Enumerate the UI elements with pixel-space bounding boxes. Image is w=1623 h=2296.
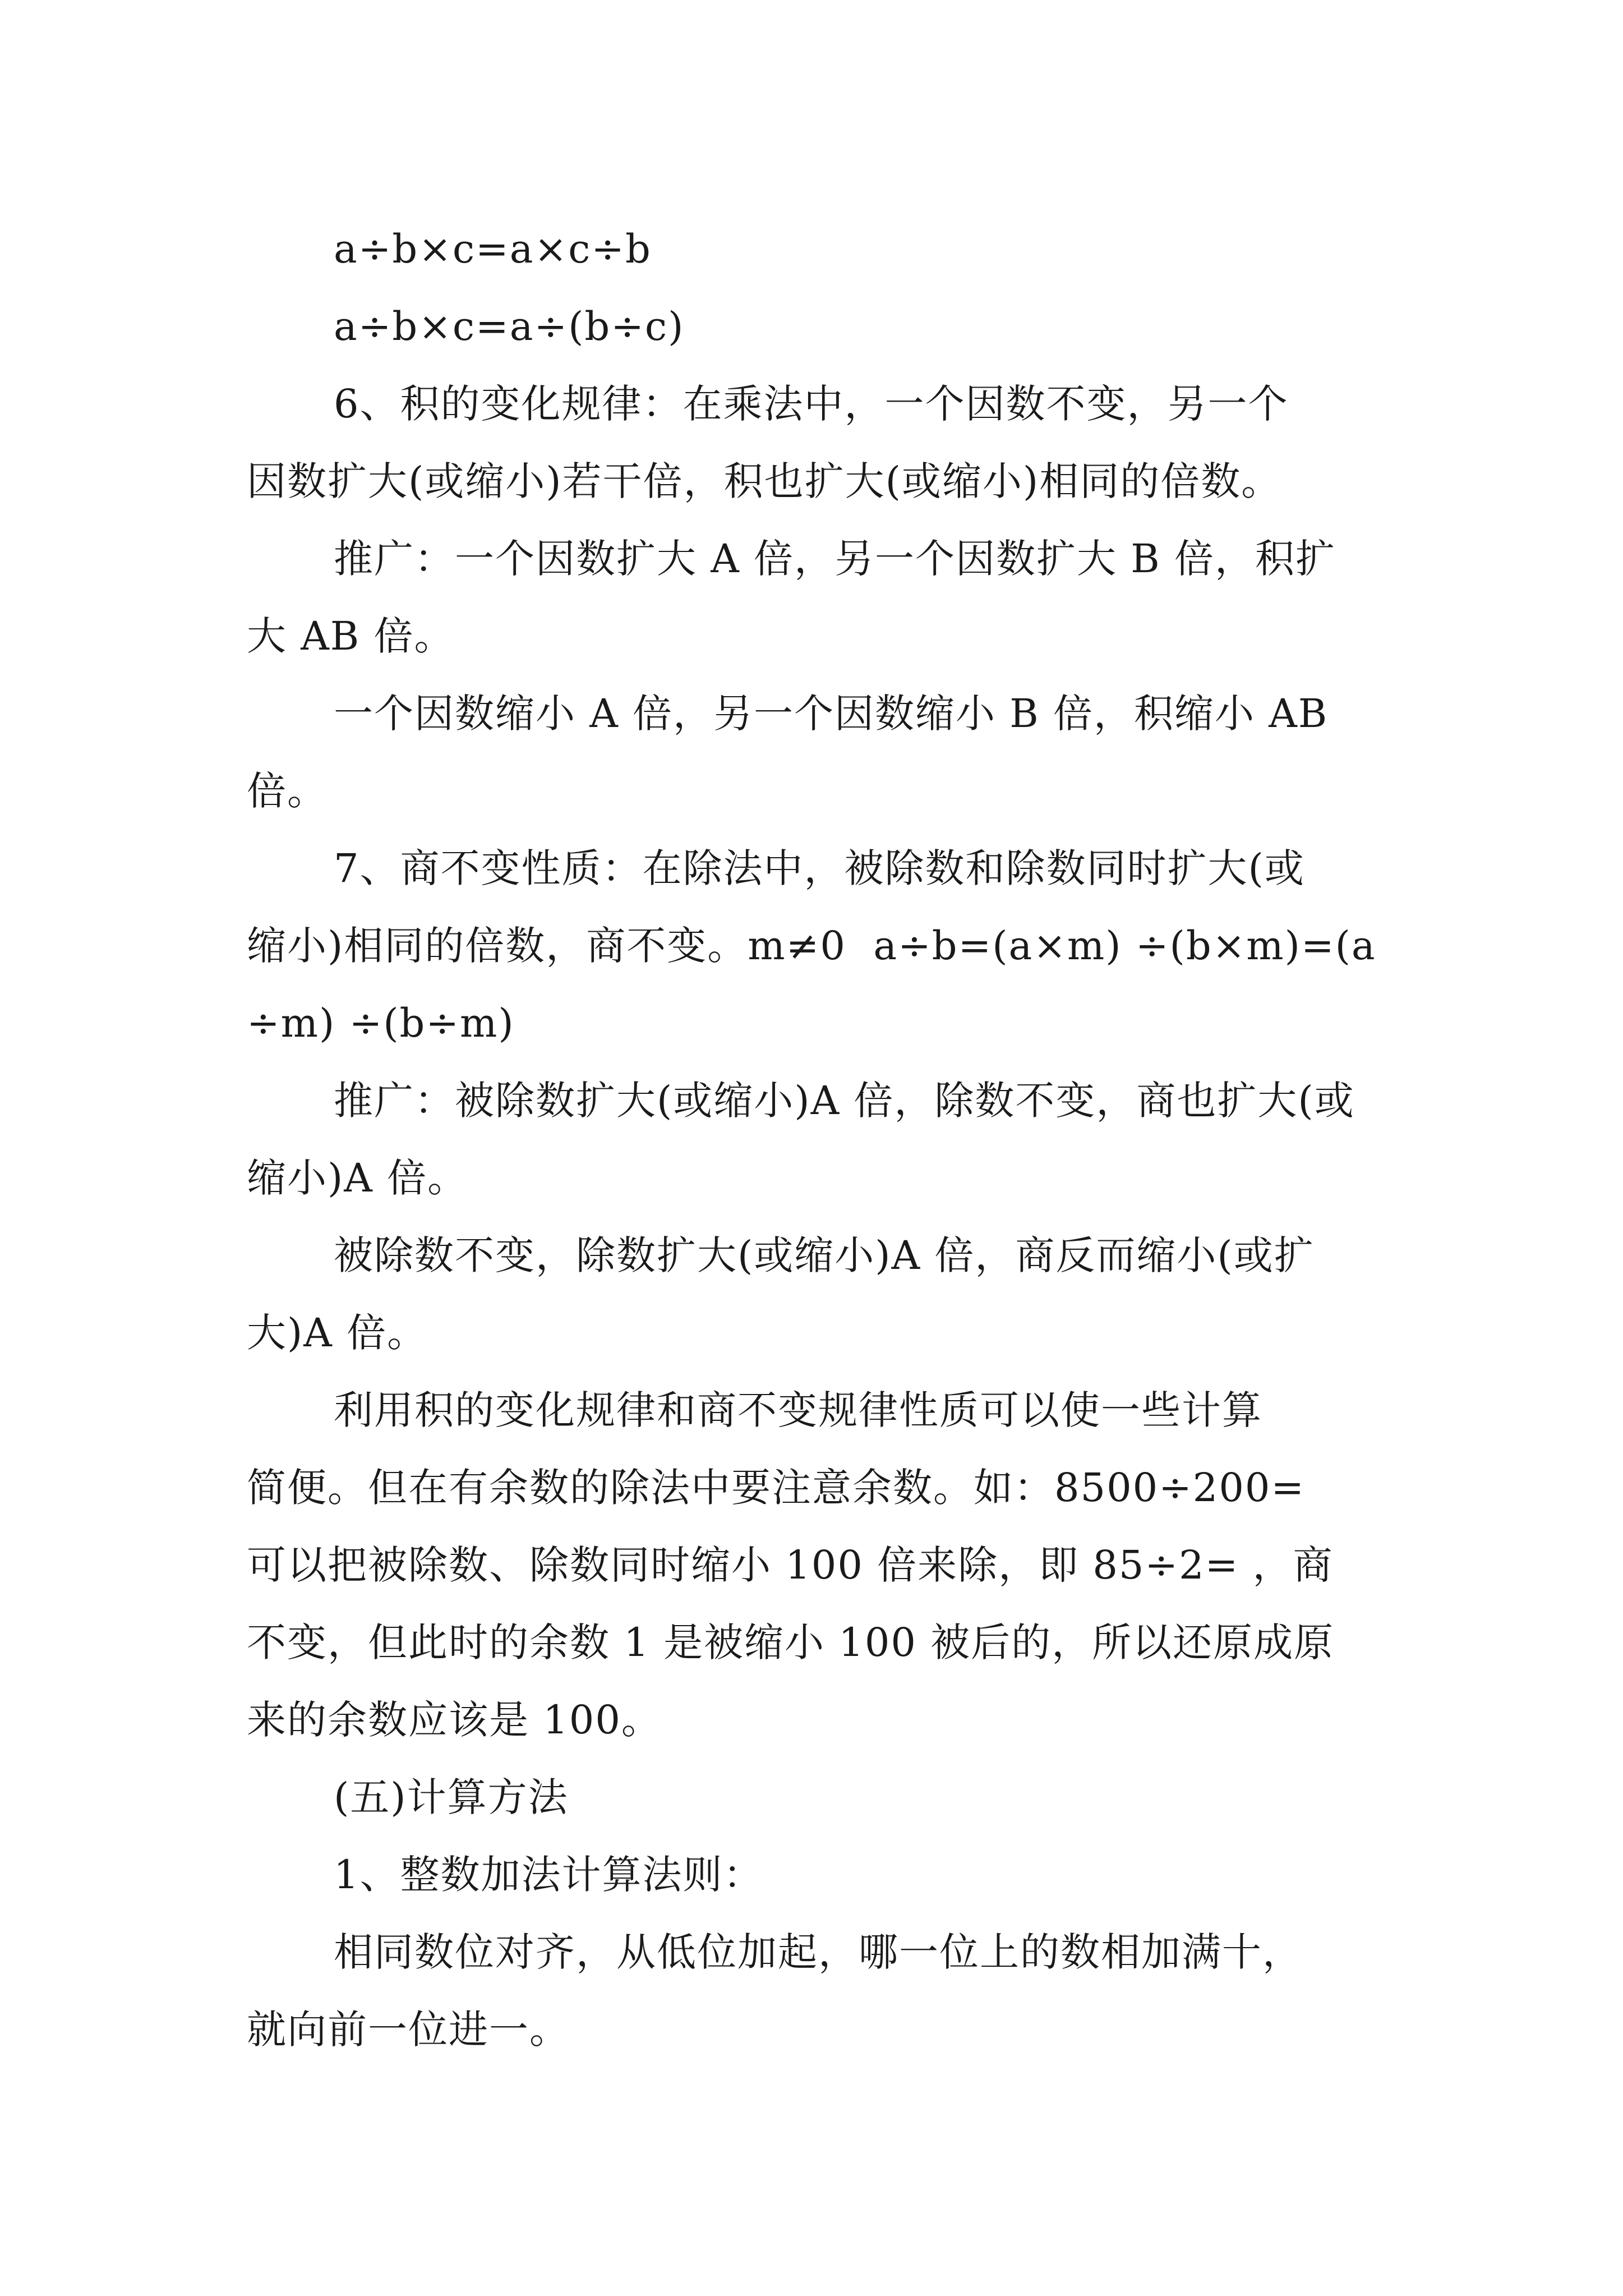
application-paragraph: [247, 1372, 1391, 1759]
text-line: 利用积的变化规律和商不变规律性质可以使一些计算: [334, 1387, 1262, 1433]
rule-paragraph: [247, 365, 1391, 520]
text-line: a÷b×c=a×c÷b: [334, 226, 652, 272]
text-line: 来的余数应该是 100。: [247, 1697, 662, 1743]
text-line: 7、商不变性质：在除法中，被除数和除数同时扩大(或: [334, 845, 1305, 891]
rule-paragraph: [247, 830, 1391, 1062]
text-line: 推广：一个因数扩大 A 倍，另一个因数扩大 B 倍，积扩: [334, 536, 1336, 582]
method-title: [247, 1836, 1391, 1913]
text-line: 缩小)A 倍。: [247, 1155, 468, 1201]
text-line: 缩小)相同的倍数，商不变。m≠0 a÷b=(a×m) ÷(b×m)=(a: [247, 923, 1376, 969]
text-line: 因数扩大(或缩小)若干倍，积也扩大(或缩小)相同的倍数。: [247, 458, 1282, 504]
extension-paragraph: [247, 1217, 1391, 1372]
text-line: 推广：被除数扩大(或缩小)A 倍，除数不变，商也扩大(或: [334, 1078, 1355, 1124]
text-line: 不变，但此时的余数 1 是被缩小 100 被后的，所以还原成原: [247, 1619, 1335, 1665]
text-line: 就向前一位进一。: [247, 2007, 570, 2053]
extension-paragraph: [247, 520, 1391, 675]
text-line: 相同数位对齐，从低位加起，哪一位上的数相加满十，: [334, 1929, 1303, 1975]
text-line: 倍。: [247, 768, 328, 814]
formula-paragraph: [247, 210, 1391, 288]
page-content: [247, 210, 1391, 2068]
text-line: 一个因数缩小 A 倍，另一个因数缩小 B 倍，积缩小 AB: [334, 691, 1329, 737]
text-line: 大 AB 倍。: [247, 613, 455, 659]
method-body: [247, 1913, 1391, 2068]
text-line: 1、整数加法计算法则：: [334, 1852, 764, 1898]
formula-paragraph: [247, 288, 1391, 365]
text-line: a÷b×c=a÷(b÷c): [334, 303, 685, 349]
text-line: 简便。但在有余数的除法中要注意余数。如：8500÷200=: [247, 1465, 1306, 1511]
extension-paragraph: [247, 675, 1391, 830]
section-heading: [247, 1759, 1391, 1836]
text-line: 可以把被除数、除数同时缩小 100 倍来除，即 85÷2= ，商: [247, 1542, 1334, 1588]
text-line: 6、积的变化规律：在乘法中，一个因数不变，另一个: [334, 381, 1289, 427]
text-line: ÷m) ÷(b÷m): [247, 1000, 515, 1046]
extension-paragraph: [247, 1062, 1391, 1217]
text-line: 大)A 倍。: [247, 1310, 428, 1356]
text-line: 被除数不变，除数扩大(或缩小)A 倍，商反而缩小(或扩: [334, 1232, 1315, 1278]
text-line: (五)计算方法: [334, 1774, 569, 1820]
